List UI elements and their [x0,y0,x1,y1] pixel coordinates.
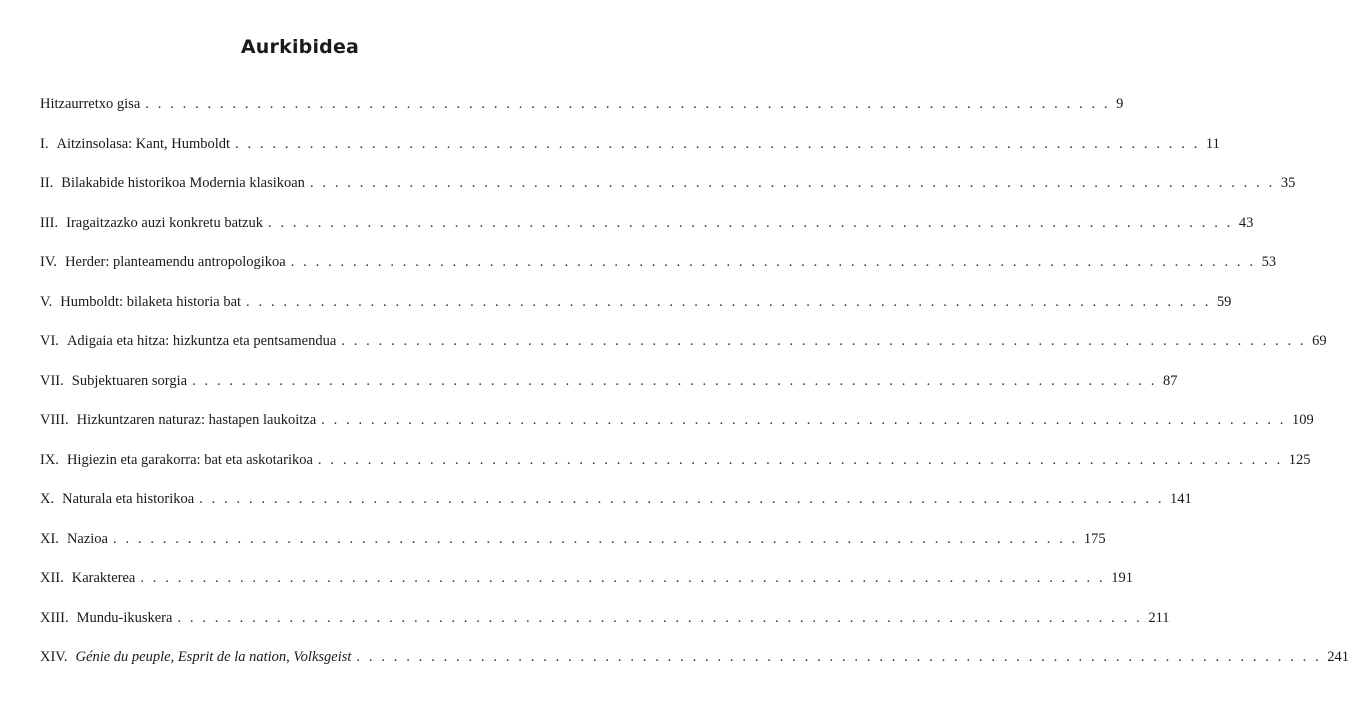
toc-entry [40,292,1232,332]
toc-entry [40,213,1254,253]
toc-entry-number: VI. [40,333,59,349]
dot-leader: . . . . . . . . . . . . . . . . . . . . . . . . . . . . . . . . . . . . . . . . . . . . . . . . . . . . . . . . . . . . . . . . . . . . . . . . . . . . . . [321,412,1287,428]
dot-leader: . . . . . . . . . . . . . . . . . . . . . . . . . . . . . . . . . . . . . . . . . . . . . . . . . . . . . . . . . . . . . . . . . . . . . . . . . . . . . . [113,530,1078,547]
toc-entry-number: III. [40,214,59,231]
toc-entry-number: IX. [40,451,59,468]
toc-entry-label: Adigaia eta hitza: hizkuntza eta pentsamendua [66,333,337,349]
toc-entry-label: Subjektuaren sorgia [71,372,188,389]
dot-leader: . . . . . . . . . . . . . . . . . . . . . . . . . . . . . . . . . . . . . . . . . . . . . . . . . . . . . . . . . . . . . . . . . . . . . . . . . . . . . . [341,333,1307,349]
dot-leader: . . . . . . . . . . . . . . . . . . . . . . . . . . . . . . . . . . . . . . . . . . . . . . . . . . . . . . . . . . . . . . . . . . . . . . . . . . . . . . [140,570,1106,586]
toc-entry-page: 175 [1083,530,1106,547]
dot-leader: . . . . . . . . . . . . . . . . . . . . . . . . . . . . . . . . . . . . . . . . . . . . . . . . . . . . . . . . . . . . . . . . . . . . . . . . . . . . . . [177,609,1143,626]
toc-entry-page: 69 [1312,333,1327,349]
toc-entry-page: 59 [1216,293,1232,310]
dot-leader: . . . . . . . . . . . . . . . . . . . . . . . . . . . . . . . . . . . . . . . . . . . . . . . . . . . . . . . . . . . . . . . . . . . . . . . . . . . . . . [199,491,1165,507]
dot-leader: . . . . . . . . . . . . . . . . . . . . . . . . . . . . . . . . . . . . . . . . . . . . . . . . . . . . . . . . . . . . . . . . . . . . . . . . . . . . . . [356,649,1322,665]
toc-entry-number: VII. [40,372,64,389]
toc-entry-number: VIII. [40,412,69,428]
toc-entry-page: 191 [1111,570,1133,586]
dot-leader: . . . . . . . . . . . . . . . . . . . . . . . . . . . . . . . . . . . . . . . . . . . . . . . . . . . . . . . . . . . . . . . . . . . . . . . . . . . . . . [192,372,1157,389]
toc-entry-label: Mundu-ikuskera [76,609,173,626]
toc-entry-number: I. [40,135,49,152]
label-italic-part: Génie du peuple [75,649,171,665]
toc-entry-page: 125 [1288,451,1311,468]
dot-leader: . . . . . . . . . . . . . . . . . . . . . . . . . . . . . . . . . . . . . . . . . . . . . . . . . . . . . . . . . . . . . . . . . . . . . . . . . . . . . . [235,135,1200,152]
dot-leader: . . . . . . . . . . . . . . . . . . . . . . . . . . . . . . . . . . . . . . . . . . . . . . . . . . . . . . . . . . . . . . . . . . . . . . . . . . . . . . [145,96,1111,112]
toc-entry [40,608,1170,648]
toc-entry [40,173,1296,213]
toc-entry-page: 53 [1261,254,1277,270]
toc-entry-page: 35 [1280,175,1296,191]
page-title: Aurkibidea [240,36,360,58]
toc-entry-label: Karakterea [71,570,136,586]
toc-entry [40,410,1314,450]
toc-entry-number: V. [40,293,53,310]
toc-entry-label: Humboldt: bilaketa historia bat [60,293,242,310]
label-italic-part: Volksgeist [293,649,352,665]
label-separator: , [170,649,178,665]
toc-entry-number: XIV. [40,649,68,665]
toc-entry-page: 87 [1162,372,1178,389]
toc-entry-number: IV. [40,254,58,270]
toc-entry-label: Nazioa [66,530,108,547]
dot-leader: . . . . . . . . . . . . . . . . . . . . . . . . . . . . . . . . . . . . . . . . . . . . . . . . . . . . . . . . . . . . . . . . . . . . . . . . . . . . . . [246,293,1211,310]
toc-entry-label: Herder: planteamendu antropologikoa [65,254,286,270]
toc-entry-label: Naturala eta historikoa [62,491,195,507]
toc-entry-label: Bilakabide historikoa Modernia klasikoan [61,175,305,191]
toc-entry-label: Iragaitzazko auzi konkretu batzuk [66,214,263,231]
dot-leader: . . . . . . . . . . . . . . . . . . . . . . . . . . . . . . . . . . . . . . . . . . . . . . . . . . . . . . . . . . . . . . . . . . . . . . . . . . . . . . [268,214,1233,231]
toc-entry [40,489,1192,529]
toc-entry [40,252,1277,292]
toc-entry-page: 109 [1292,412,1314,428]
toc-entry-label: Hitzaurretxo gisa [40,96,141,112]
toc-entry-page: 211 [1148,609,1170,626]
toc-entry-page: 43 [1238,214,1254,231]
toc-entry-label: Hizkuntzaren naturaz: hastapen laukoitza [76,412,317,428]
toc-entry-number: X. [40,491,55,507]
toc-entry-number: XII. [40,570,64,586]
toc-entry [40,647,1349,687]
dot-leader: . . . . . . . . . . . . . . . . . . . . . . . . . . . . . . . . . . . . . . . . . . . . . . . . . . . . . . . . . . . . . . . . . . . . . . . . . . . . . . [309,175,1275,191]
table-of-contents [40,94,1349,687]
toc-entry-number: II. [40,175,54,191]
toc-entry-page: 9 [1116,96,1124,112]
toc-entry [40,134,1220,174]
toc-entry-number: XIII. [40,609,69,626]
toc-entry [40,568,1133,608]
toc-entry-label [76,647,352,667]
toc-entry-label: Higiezin eta garakorra: bat eta askotarikoa [66,451,313,468]
toc-entry [40,94,1124,134]
toc-entry-label: Aitzinsolasa: Kant, Humboldt [56,135,231,152]
toc-entry-page: 141 [1170,491,1192,507]
toc-entry [40,331,1327,371]
toc-entry-page: 11 [1205,135,1220,152]
toc-entry-number: XI. [40,530,59,547]
toc-entry [40,450,1311,490]
toc-entry-page: 241 [1327,649,1349,665]
toc-entry [40,529,1106,569]
toc-entry [40,371,1178,411]
dot-leader: . . . . . . . . . . . . . . . . . . . . . . . . . . . . . . . . . . . . . . . . . . . . . . . . . . . . . . . . . . . . . . . . . . . . . . . . . . . . . . [317,451,1283,468]
label-italic-part: Esprit de la nation [177,649,287,665]
dot-leader: . . . . . . . . . . . . . . . . . . . . . . . . . . . . . . . . . . . . . . . . . . . . . . . . . . . . . . . . . . . . . . . . . . . . . . . . . . . . . . [290,254,1256,270]
label-separator: , [286,649,294,665]
